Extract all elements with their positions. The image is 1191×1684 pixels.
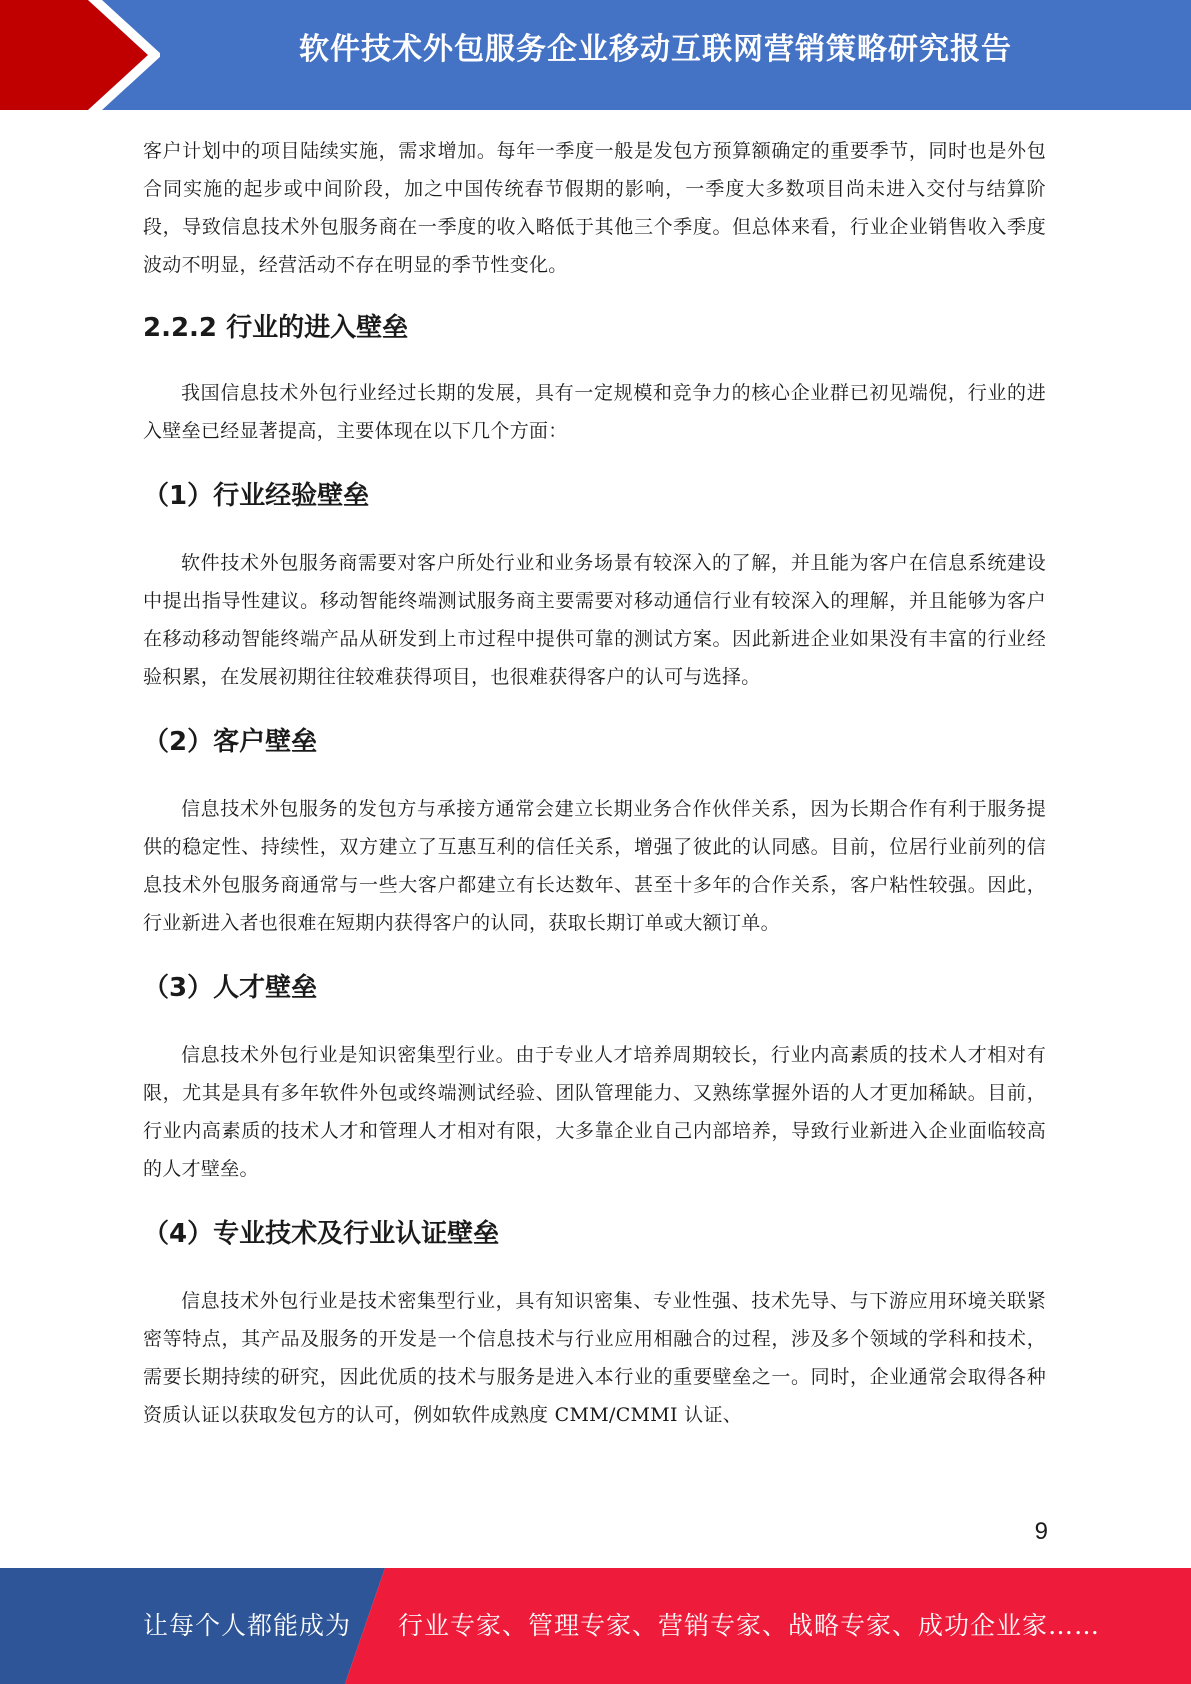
paragraph-intro: 我国信息技术外包行业经过长期的发展，具有一定规模和竞争力的核心企业群已初见端倪，行业的进入壁垒已经显著提高，主要体现在以下几个方面：	[143, 382, 1046, 442]
paragraph-seasonality: 客户计划中的项目陆续实施，需求增加。每年一季度一般是发包方预算额确定的重要季节，同时也是外包合同实施的起步或中间阶段，加之中国传统春节假期的影响，一季度大多数项目尚未进入交付与结算阶段，导致信息技术外包服务商在一季度的收入略低于其他三个季度。但总体来看，行业企业销售收入季度波动不明显，经营活动不存在明显的季节性变化。	[143, 140, 1046, 276]
subheading-tech-certification: （4）专业技术及行业认证壁垒	[143, 1219, 500, 1249]
document-title: 软件技术外包服务企业移动互联网营销策略研究报告	[299, 32, 1012, 67]
page-header	[0, 0, 1191, 110]
header-red-chevron	[0, 0, 148, 110]
subheading-talent-barrier: （3）人才壁垒	[143, 973, 318, 1003]
page-content	[143, 132, 1046, 1434]
subheading-customer-barrier: （2）客户壁垒	[143, 727, 318, 757]
paragraph-talent-barrier: 信息技术外包行业是知识密集型行业。由于专业人才培养周期较长，行业内高素质的技术人才相对有限，尤其是具有多年软件外包或终端测试经验、团队管理能力、又熟练掌握外语的人才更加稀缺。目前，行业内高素质的技术人才和管理人才相对有限，大多靠企业自己内部培养，导致行业新进入企业面临较高的人才壁垒。	[143, 1044, 1046, 1180]
subheading-industry-experience: （1）行业经验壁垒	[143, 481, 370, 511]
footer-slogan-right: 行业专家、管理专家、营销专家、战略专家、成功企业家……	[398, 1611, 1101, 1640]
section-heading: 2.2.2 行业的进入壁垒	[143, 313, 409, 343]
paragraph-industry-experience: 软件技术外包服务商需要对客户所处行业和业务场景有较深入的了解，并且能为客户在信息系统建设中提出指导性建议。移动智能终端测试服务商主要需要对移动通信行业有较深入的理解，并且能够为客户在移动移动智能终端产品从研发到上市过程中提供可靠的测试方案。因此新进企业如果没有丰富的行业经验积累，在发展初期往往较难获得项目，也很难获得客户的认可与选择。	[143, 552, 1046, 688]
footer-slogan-left: 让每个人都能成为	[143, 1611, 352, 1640]
page-number: 9	[1034, 1518, 1048, 1545]
header-arrow-decoration	[0, 0, 160, 110]
page-footer	[0, 1568, 1191, 1684]
paragraph-customer-barrier: 信息技术外包服务的发包方与承接方通常会建立长期业务合作伙伴关系，因为长期合作有利于服务提供的稳定性、持续性，双方建立了互惠互利的信任关系，增强了彼此的认同感。目前，位居行业前列的信息技术外包服务商通常与一些大客户都建立有长达数年、甚至十多年的合作关系，客户粘性较强。因此，行业新进入者也很难在短期内获得客户的认同，获取长期订单或大额订单。	[143, 798, 1046, 934]
paragraph-tech-certification: 信息技术外包行业是技术密集型行业，具有知识密集、专业性强、技术先导、与下游应用环境关联紧密等特点，其产品及服务的开发是一个信息技术与行业应用相融合的过程，涉及多个领域的学科和技术，需要长期持续的研究，因此优质的技术与服务是进入本行业的重要壁垒之一。同时，企业通常会取得各种资质认证以获取发包方的认可，例如软件成熟度 CMM/CMMI 认证、	[143, 1290, 1046, 1426]
